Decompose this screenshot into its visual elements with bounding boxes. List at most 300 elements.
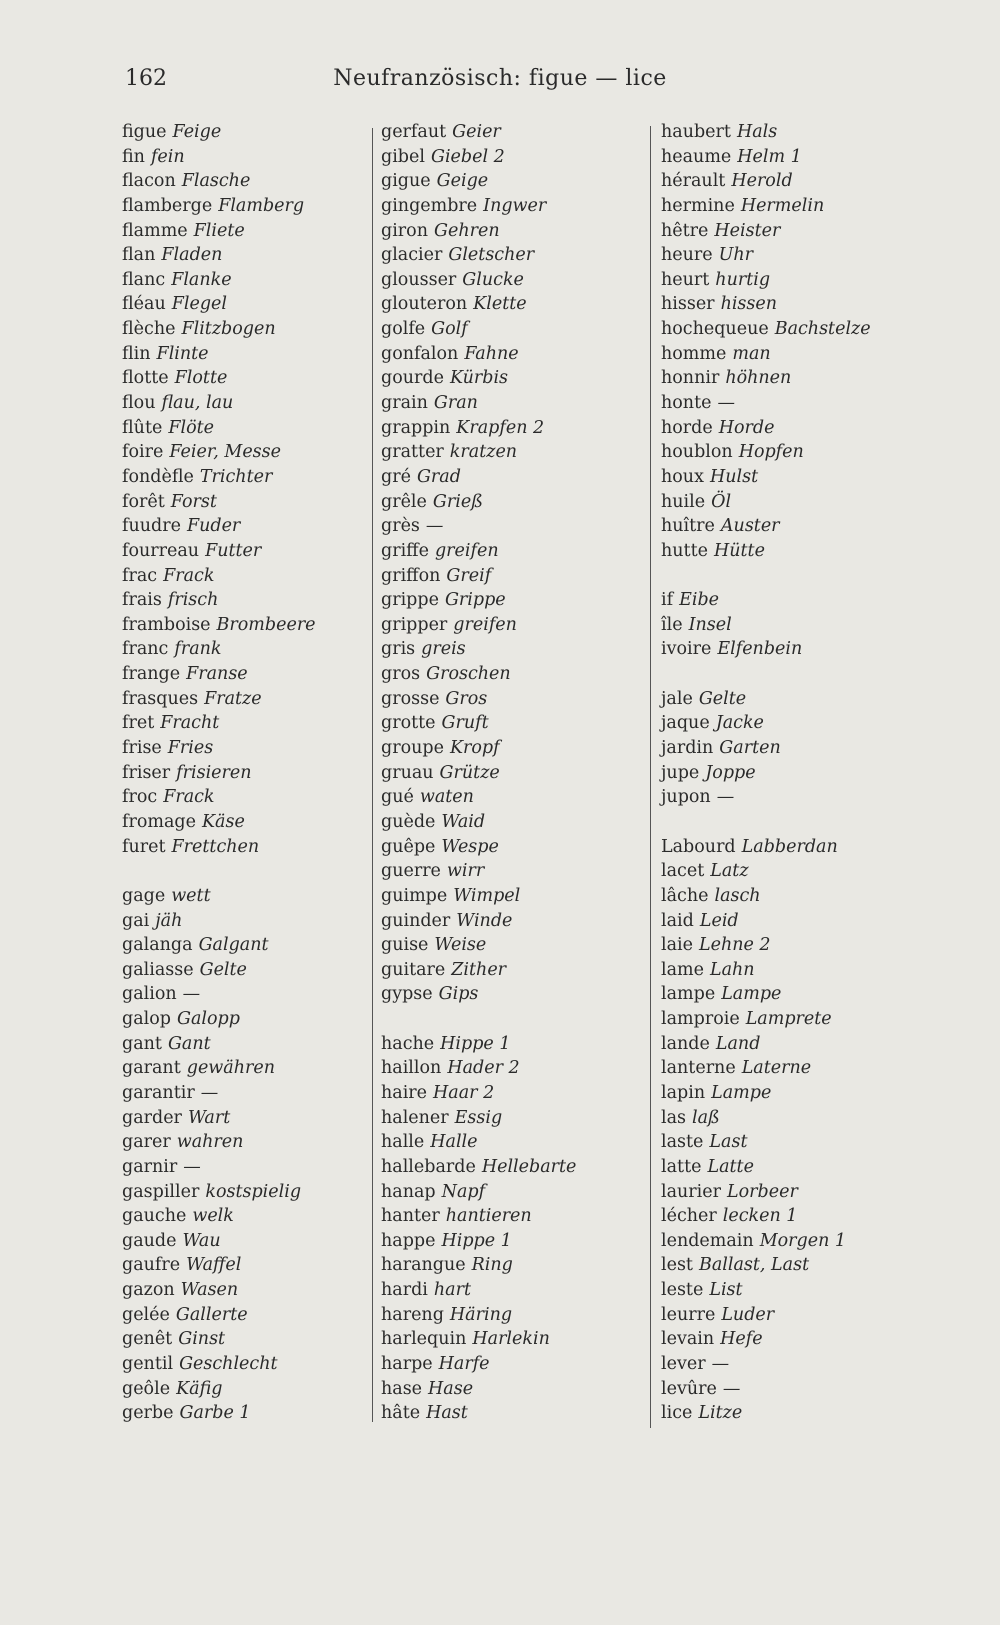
french-headword: jupon bbox=[661, 787, 711, 808]
french-headword: grippe bbox=[381, 590, 439, 611]
german-equivalent: Galgant bbox=[198, 935, 269, 956]
french-headword: gibel bbox=[381, 146, 425, 167]
french-headword: hêtre bbox=[661, 220, 709, 241]
dictionary-entry bbox=[381, 194, 576, 219]
french-headword: gruau bbox=[381, 762, 434, 783]
dictionary-entry bbox=[661, 588, 871, 613]
dictionary-entry bbox=[381, 391, 576, 416]
dictionary-entry bbox=[381, 1377, 576, 1402]
german-equivalent: Öl bbox=[711, 491, 732, 512]
dictionary-entry bbox=[122, 490, 316, 515]
french-headword: guinder bbox=[381, 910, 451, 931]
german-equivalent: Lampe bbox=[721, 984, 782, 1005]
dictionary-entry bbox=[381, 490, 576, 515]
german-equivalent: Flegel bbox=[171, 294, 227, 315]
french-headword: guêpe bbox=[381, 836, 436, 857]
dictionary-entry bbox=[661, 490, 871, 515]
dictionary-entry bbox=[661, 1007, 871, 1032]
german-equivalent: Ring bbox=[471, 1255, 513, 1276]
german-equivalent: Uhr bbox=[718, 245, 754, 266]
french-headword: honnir bbox=[661, 368, 720, 389]
german-equivalent: Helm 1 bbox=[737, 146, 802, 167]
french-headword: lever bbox=[661, 1354, 706, 1375]
column-3 bbox=[661, 120, 871, 1426]
dictionary-entry bbox=[381, 268, 576, 293]
german-equivalent: Lampe bbox=[711, 1082, 772, 1103]
french-headword: griffon bbox=[381, 565, 441, 586]
french-headword: hache bbox=[381, 1033, 435, 1054]
dictionary-entry bbox=[381, 761, 576, 786]
french-headword: houblon bbox=[661, 442, 733, 463]
french-headword: giron bbox=[381, 220, 428, 241]
german-equivalent: Gletscher bbox=[448, 245, 535, 266]
french-headword: flanc bbox=[122, 269, 166, 290]
german-equivalent: Jacke bbox=[715, 713, 764, 734]
german-equivalent: Haar 2 bbox=[433, 1082, 495, 1103]
french-headword: forêt bbox=[122, 491, 165, 512]
dictionary-entry bbox=[122, 1377, 316, 1402]
german-equivalent: — bbox=[711, 1354, 730, 1375]
german-equivalent: Flasche bbox=[181, 171, 251, 192]
french-headword: hanap bbox=[381, 1181, 436, 1202]
dictionary-entry bbox=[122, 1081, 316, 1106]
german-equivalent: Auster bbox=[720, 516, 780, 537]
dictionary-entry bbox=[122, 1130, 316, 1155]
german-equivalent: Fliete bbox=[193, 220, 245, 241]
dictionary-entry bbox=[381, 292, 576, 317]
dictionary-entry bbox=[381, 539, 576, 564]
french-headword: leste bbox=[661, 1280, 704, 1301]
dictionary-entry bbox=[122, 785, 316, 810]
dictionary-entry bbox=[661, 613, 871, 638]
french-headword: groupe bbox=[381, 738, 444, 759]
french-headword: gazon bbox=[122, 1280, 175, 1301]
french-headword: fourreau bbox=[122, 540, 200, 561]
german-equivalent: Flitzbogen bbox=[181, 319, 276, 340]
german-equivalent: Fladen bbox=[161, 245, 223, 266]
dictionary-entry bbox=[122, 982, 316, 1007]
french-headword: île bbox=[661, 614, 683, 635]
dictionary-entry bbox=[661, 1352, 871, 1377]
german-equivalent: Halle bbox=[430, 1132, 478, 1153]
german-equivalent: Groschen bbox=[426, 664, 511, 685]
dictionary-entry bbox=[661, 366, 871, 391]
dictionary-entry bbox=[381, 514, 576, 539]
french-headword: grès bbox=[381, 516, 420, 537]
dictionary-entry bbox=[661, 120, 871, 145]
french-headword: gerbe bbox=[122, 1403, 174, 1424]
french-headword: lampe bbox=[661, 984, 716, 1005]
running-title: Neufranzösisch: figue — lice bbox=[333, 66, 667, 91]
french-headword: haubert bbox=[661, 122, 731, 142]
french-headword: guitare bbox=[381, 959, 446, 980]
french-headword: galiasse bbox=[122, 959, 194, 980]
german-equivalent: Hader 2 bbox=[447, 1058, 520, 1079]
dictionary-entry bbox=[381, 662, 576, 687]
french-headword: fondèfle bbox=[122, 466, 194, 487]
dictionary-entry bbox=[122, 342, 316, 367]
dictionary-entry bbox=[122, 1180, 316, 1205]
german-equivalent: — bbox=[425, 516, 444, 537]
french-headword: foire bbox=[122, 442, 164, 463]
german-equivalent: Leid bbox=[699, 910, 739, 931]
german-equivalent: Geschlecht bbox=[179, 1354, 278, 1375]
french-headword: hardi bbox=[381, 1280, 428, 1301]
german-equivalent: Wasen bbox=[180, 1280, 239, 1301]
german-equivalent: Waid bbox=[441, 811, 486, 832]
dictionary-entry bbox=[122, 810, 316, 835]
german-equivalent: Häring bbox=[449, 1304, 513, 1325]
french-headword: levûre bbox=[661, 1378, 717, 1399]
german-equivalent: Ballast, Last bbox=[698, 1255, 810, 1276]
german-equivalent: Glucke bbox=[462, 269, 524, 290]
dictionary-entry bbox=[661, 1155, 871, 1180]
dictionary-entry bbox=[122, 194, 316, 219]
dictionary-entry bbox=[122, 292, 316, 317]
german-equivalent: Eibe bbox=[679, 590, 720, 611]
german-equivalent: Harfe bbox=[438, 1354, 490, 1375]
dictionary-entry bbox=[381, 1278, 576, 1303]
french-headword: haillon bbox=[381, 1058, 442, 1079]
german-equivalent: greifen bbox=[434, 540, 499, 561]
dictionary-entry bbox=[381, 1106, 576, 1131]
dictionary-entry bbox=[122, 588, 316, 613]
german-equivalent: Litze bbox=[698, 1403, 743, 1424]
german-equivalent: Winde bbox=[456, 910, 513, 931]
german-equivalent: Frettchen bbox=[171, 836, 260, 857]
dictionary-entry bbox=[122, 120, 316, 145]
dictionary-entry bbox=[122, 1204, 316, 1229]
dictionary-entry bbox=[122, 1056, 316, 1081]
dictionary-entry bbox=[661, 1253, 871, 1278]
dictionary-entry bbox=[661, 687, 871, 712]
dictionary-entry bbox=[122, 1229, 316, 1254]
german-equivalent: Geige bbox=[436, 171, 489, 192]
german-equivalent: Lorbeer bbox=[727, 1181, 798, 1202]
german-equivalent: Brombeere bbox=[216, 614, 316, 635]
french-headword: grêle bbox=[381, 491, 427, 512]
german-equivalent: Ginst bbox=[178, 1329, 226, 1350]
german-equivalent: Fratze bbox=[204, 688, 262, 709]
dictionary-entry bbox=[122, 1327, 316, 1352]
french-headword: grotte bbox=[381, 713, 436, 734]
dictionary-entry bbox=[381, 785, 576, 810]
french-headword: homme bbox=[661, 343, 727, 364]
dictionary-entry bbox=[122, 243, 316, 268]
german-equivalent: Grieß bbox=[432, 491, 483, 512]
french-headword: hisser bbox=[661, 294, 715, 315]
dictionary-entry bbox=[661, 884, 871, 909]
french-headword: lest bbox=[661, 1255, 693, 1276]
dictionary-entry bbox=[381, 1130, 576, 1155]
french-headword: levain bbox=[661, 1329, 715, 1350]
dictionary-entry bbox=[661, 219, 871, 244]
german-equivalent: Garten bbox=[719, 738, 781, 759]
dictionary-entry bbox=[381, 909, 576, 934]
dictionary-entry bbox=[381, 219, 576, 244]
german-equivalent: flau, lau bbox=[161, 393, 234, 414]
french-headword: huître bbox=[661, 516, 715, 537]
dictionary-entry bbox=[381, 1352, 576, 1377]
dictionary-entry bbox=[381, 835, 576, 860]
french-headword: garantir bbox=[122, 1082, 195, 1103]
dictionary-entry bbox=[381, 588, 576, 613]
german-equivalent: Hermelin bbox=[740, 195, 825, 216]
german-equivalent: laß bbox=[692, 1107, 720, 1128]
dictionary-entry bbox=[381, 613, 576, 638]
dictionary-entry bbox=[661, 1278, 871, 1303]
dictionary-entry bbox=[122, 219, 316, 244]
dictionary-entry bbox=[122, 1278, 316, 1303]
french-headword: flèche bbox=[122, 319, 176, 340]
german-equivalent: Grad bbox=[416, 466, 461, 487]
french-headword: if bbox=[661, 590, 674, 611]
german-equivalent: lasch bbox=[714, 885, 761, 906]
dictionary-entry bbox=[381, 120, 576, 145]
german-equivalent: Waffel bbox=[186, 1255, 242, 1276]
french-headword: frac bbox=[122, 565, 158, 586]
german-equivalent: jäh bbox=[155, 910, 183, 931]
dictionary-entry bbox=[381, 1303, 576, 1328]
german-equivalent: Flanke bbox=[171, 269, 232, 290]
dictionary-entry bbox=[661, 1204, 871, 1229]
french-headword: gerfaut bbox=[381, 122, 447, 142]
french-headword: heurt bbox=[661, 269, 710, 290]
french-headword: frais bbox=[122, 590, 162, 611]
french-headword: gaufre bbox=[122, 1255, 181, 1276]
french-headword: harangue bbox=[381, 1255, 466, 1276]
french-headword: honte bbox=[661, 393, 712, 414]
french-headword: guerre bbox=[381, 861, 441, 882]
french-headword: laurier bbox=[661, 1181, 721, 1202]
dictionary-entry bbox=[381, 564, 576, 589]
french-headword: lame bbox=[661, 959, 704, 980]
german-equivalent: lecken 1 bbox=[722, 1206, 798, 1227]
french-headword: hâte bbox=[381, 1403, 421, 1424]
french-headword: lendemain bbox=[661, 1230, 754, 1251]
german-equivalent: Grütze bbox=[439, 762, 500, 783]
dictionary-entry bbox=[122, 909, 316, 934]
dictionary-entry bbox=[661, 1229, 871, 1254]
german-equivalent: Galopp bbox=[176, 1009, 240, 1030]
dictionary-entry bbox=[381, 317, 576, 342]
dictionary-entry bbox=[122, 416, 316, 441]
dictionary-entry bbox=[122, 1155, 316, 1180]
german-equivalent: — bbox=[716, 787, 735, 808]
german-equivalent: Giebel 2 bbox=[430, 146, 505, 167]
french-headword: gant bbox=[122, 1033, 162, 1054]
french-headword: halener bbox=[381, 1107, 449, 1128]
dictionary-entry bbox=[122, 835, 316, 860]
dictionary-entry bbox=[661, 909, 871, 934]
dictionary-entry bbox=[661, 194, 871, 219]
french-headword: gigue bbox=[381, 171, 431, 192]
dictionary-entry bbox=[381, 933, 576, 958]
french-headword: gris bbox=[381, 639, 416, 660]
german-equivalent: waten bbox=[419, 787, 474, 808]
german-equivalent: Last bbox=[709, 1132, 748, 1153]
dictionary-entry bbox=[122, 1032, 316, 1057]
french-headword: galanga bbox=[122, 935, 193, 956]
french-headword: gré bbox=[381, 466, 411, 487]
french-headword: flan bbox=[122, 245, 156, 266]
german-equivalent: gewähren bbox=[186, 1058, 275, 1079]
german-equivalent: Elfenbein bbox=[717, 639, 803, 660]
german-equivalent: Franse bbox=[186, 664, 248, 685]
dictionary-entry bbox=[122, 958, 316, 983]
dictionary-entry bbox=[122, 564, 316, 589]
french-headword: flou bbox=[122, 393, 156, 414]
german-equivalent: Fries bbox=[167, 738, 214, 759]
dictionary-entry bbox=[381, 366, 576, 391]
german-equivalent: Hulst bbox=[709, 466, 759, 487]
french-headword: franc bbox=[122, 639, 169, 660]
french-headword: latte bbox=[661, 1156, 702, 1177]
dictionary-entry bbox=[661, 1032, 871, 1057]
french-headword: glouteron bbox=[381, 294, 468, 315]
german-equivalent: Hippe 1 bbox=[440, 1033, 511, 1054]
french-headword: jupe bbox=[661, 762, 700, 783]
german-equivalent: hart bbox=[433, 1280, 471, 1301]
dictionary-entry bbox=[381, 465, 576, 490]
german-equivalent: Bachstelze bbox=[774, 319, 871, 340]
german-equivalent: wett bbox=[171, 885, 211, 906]
french-headword: frasques bbox=[122, 688, 199, 709]
french-headword: houx bbox=[661, 466, 704, 487]
german-equivalent: Geier bbox=[452, 122, 501, 142]
dictionary-entry bbox=[122, 366, 316, 391]
german-equivalent: Zither bbox=[451, 959, 507, 980]
french-headword: jardin bbox=[661, 738, 714, 759]
dictionary-entry bbox=[122, 465, 316, 490]
french-headword: galop bbox=[122, 1009, 171, 1030]
dictionary-entry bbox=[122, 711, 316, 736]
french-headword: lâche bbox=[661, 885, 709, 906]
french-headword: flamberge bbox=[122, 195, 213, 216]
french-headword: gaspiller bbox=[122, 1181, 200, 1202]
dictionary-entry bbox=[122, 687, 316, 712]
german-equivalent: Latte bbox=[707, 1156, 754, 1177]
german-equivalent: man bbox=[732, 343, 771, 364]
french-headword: lamproie bbox=[661, 1009, 740, 1030]
column-rule-1 bbox=[372, 128, 373, 1422]
french-headword: lapin bbox=[661, 1082, 706, 1103]
dictionary-entry bbox=[122, 662, 316, 687]
dictionary-entry bbox=[661, 268, 871, 293]
german-equivalent: Fracht bbox=[160, 713, 220, 734]
french-headword: galion bbox=[122, 984, 177, 1005]
dictionary-entry bbox=[122, 169, 316, 194]
dictionary-entry bbox=[381, 440, 576, 465]
french-headword: fléau bbox=[122, 294, 166, 315]
german-equivalent: Grippe bbox=[444, 590, 506, 611]
french-headword: hutte bbox=[661, 540, 708, 561]
dictionary-entry bbox=[661, 514, 871, 539]
french-headword: heaume bbox=[661, 146, 732, 167]
dictionary-entry bbox=[661, 1180, 871, 1205]
dictionary-entry bbox=[122, 391, 316, 416]
dictionary-entry bbox=[122, 268, 316, 293]
german-equivalent: Garbe 1 bbox=[179, 1403, 251, 1424]
german-equivalent: Frack bbox=[163, 565, 215, 586]
french-headword: gratter bbox=[381, 442, 444, 463]
french-headword: framboise bbox=[122, 614, 211, 635]
french-headword: gourde bbox=[381, 368, 444, 389]
german-equivalent: Ingwer bbox=[483, 195, 547, 216]
german-equivalent: kratzen bbox=[449, 442, 518, 463]
french-headword: flin bbox=[122, 343, 151, 364]
german-equivalent: Heister bbox=[714, 220, 781, 241]
dictionary-entry bbox=[661, 958, 871, 983]
dictionary-entry bbox=[661, 835, 871, 860]
column-rule-2 bbox=[650, 126, 651, 1428]
german-equivalent: List bbox=[709, 1280, 743, 1301]
dictionary-entry bbox=[381, 243, 576, 268]
german-equivalent: Herold bbox=[731, 171, 793, 192]
french-headword: harpe bbox=[381, 1354, 433, 1375]
french-headword: gingembre bbox=[381, 195, 478, 216]
german-equivalent: Wimpel bbox=[453, 885, 521, 906]
german-equivalent: Insel bbox=[688, 614, 732, 635]
dictionary-entry bbox=[661, 761, 871, 786]
dictionary-entry bbox=[381, 982, 576, 1007]
french-headword: hermine bbox=[661, 195, 735, 216]
dictionary-entry bbox=[381, 810, 576, 835]
dictionary-entry bbox=[661, 1130, 871, 1155]
german-equivalent: Flinte bbox=[156, 343, 209, 364]
german-equivalent: Gran bbox=[433, 393, 478, 414]
dictionary-entry bbox=[661, 982, 871, 1007]
german-equivalent: hurtig bbox=[715, 269, 771, 290]
german-equivalent: — bbox=[722, 1378, 741, 1399]
german-equivalent: Wau bbox=[182, 1230, 221, 1251]
dictionary-entry bbox=[381, 884, 576, 909]
dictionary-entry bbox=[661, 1056, 871, 1081]
french-headword: guimpe bbox=[381, 885, 448, 906]
french-headword: gros bbox=[381, 664, 421, 685]
french-headword: ivoire bbox=[661, 639, 712, 660]
french-headword: laie bbox=[661, 935, 693, 956]
french-headword: haire bbox=[381, 1082, 428, 1103]
dictionary-entry bbox=[122, 1253, 316, 1278]
dictionary-entry bbox=[661, 736, 871, 761]
dictionary-entry bbox=[381, 1180, 576, 1205]
french-headword: frise bbox=[122, 738, 162, 759]
dictionary-entry bbox=[381, 145, 576, 170]
french-headword: hallebarde bbox=[381, 1156, 476, 1177]
dictionary-entry bbox=[381, 1081, 576, 1106]
french-headword: frange bbox=[122, 664, 181, 685]
dictionary-entry bbox=[661, 465, 871, 490]
french-headword: geôle bbox=[122, 1378, 171, 1399]
german-equivalent: Fuder bbox=[186, 516, 241, 537]
dictionary-entry bbox=[381, 1229, 576, 1254]
dictionary-entry bbox=[661, 711, 871, 736]
french-headword: garer bbox=[122, 1132, 171, 1153]
french-headword: hase bbox=[381, 1378, 423, 1399]
dictionary-entry bbox=[122, 145, 316, 170]
german-equivalent: hissen bbox=[720, 294, 778, 315]
french-headword: golfe bbox=[381, 319, 426, 340]
dictionary-entry bbox=[661, 440, 871, 465]
dictionary-entry bbox=[661, 169, 871, 194]
french-headword: horde bbox=[661, 417, 713, 438]
german-equivalent: kostspielig bbox=[205, 1181, 302, 1202]
german-equivalent: Horde bbox=[718, 417, 775, 438]
german-equivalent: Gant bbox=[167, 1033, 211, 1054]
dictionary-entry bbox=[381, 1327, 576, 1352]
dictionary-entry bbox=[381, 1204, 576, 1229]
